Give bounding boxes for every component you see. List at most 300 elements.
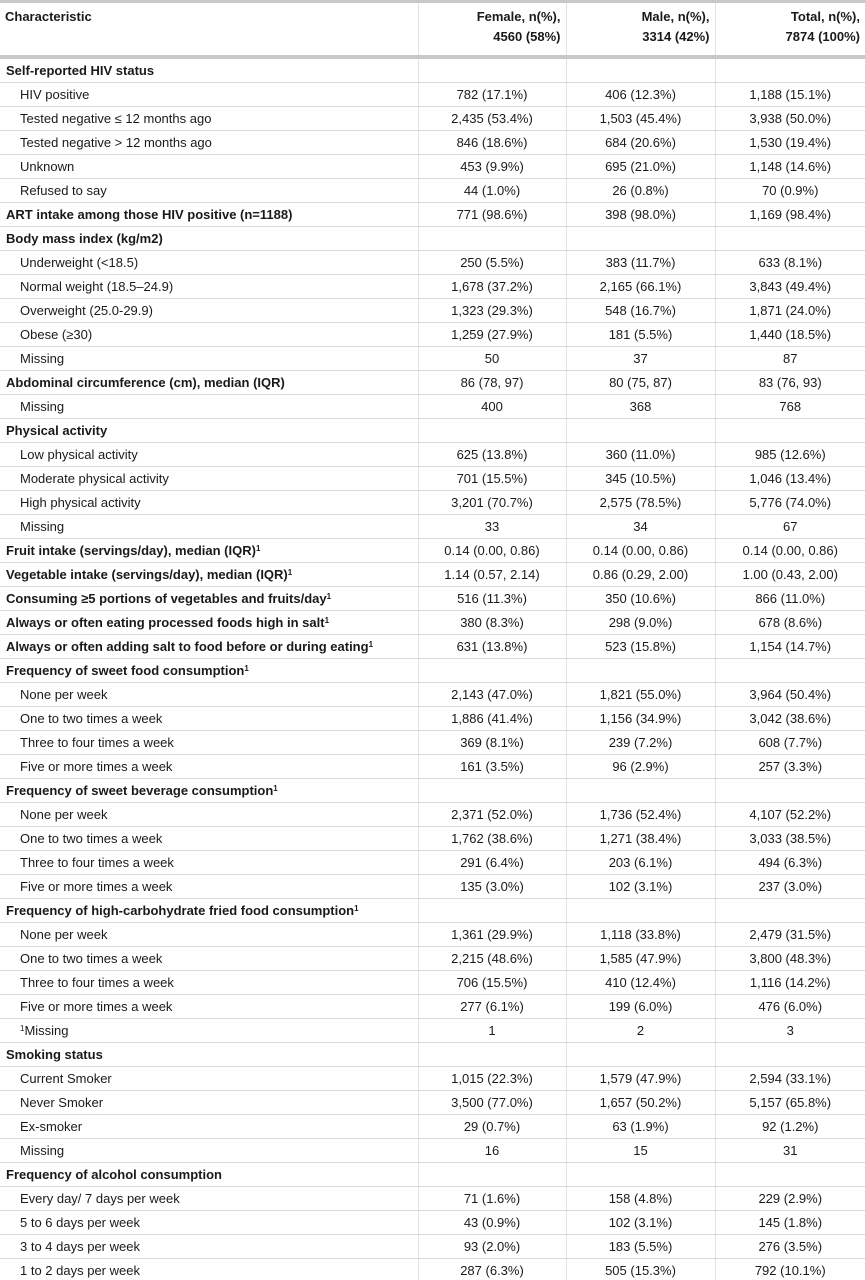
cell-male: 523 (15.8%) (566, 635, 715, 659)
row-label-cell (0, 323, 418, 347)
header-male (566, 2, 715, 58)
cell-female (418, 419, 566, 443)
table-row (0, 395, 865, 419)
row-label: Overweight (25.0-29.9) (20, 303, 153, 318)
row-label: Underweight (<18.5) (20, 255, 139, 270)
table-row (0, 155, 865, 179)
cell-female: 771 (98.6%) (418, 203, 566, 227)
row-label-cell (0, 443, 418, 467)
cell-male: 684 (20.6%) (566, 131, 715, 155)
row-label: Fruit intake (servings/day), median (IQR) (6, 543, 256, 558)
table-row (0, 563, 865, 587)
cell-total: 237 (3.0%) (715, 875, 865, 899)
header-total-line2: 7874 (100%) (785, 29, 860, 44)
cell-total: 2,479 (31.5%) (715, 923, 865, 947)
row-label: 1 to 2 days per week (20, 1263, 140, 1278)
cell-female: 1.14 (0.57, 2.14) (418, 563, 566, 587)
footnote-marker: 1 (354, 904, 359, 913)
row-label-cell (0, 539, 418, 563)
table-row (0, 107, 865, 131)
table-row (0, 227, 865, 251)
cell-female: 625 (13.8%) (418, 443, 566, 467)
cell-female (418, 1163, 566, 1187)
footnote-marker: 1 (324, 616, 330, 625)
row-label-cell (0, 1115, 418, 1139)
cell-male: 102 (3.1%) (566, 1211, 715, 1235)
cell-female: 2,215 (48.6%) (418, 947, 566, 971)
row-label: Obese (≥30) (20, 327, 93, 342)
cell-female: 2,435 (53.4%) (418, 107, 566, 131)
cell-male: 0.86 (0.29, 2.00) (566, 563, 715, 587)
cell-female: 1 (418, 1019, 566, 1043)
cell-total: 768 (715, 395, 865, 419)
cell-female: 1,361 (29.9%) (418, 923, 566, 947)
cell-female: 0.14 (0.00, 0.86) (418, 539, 566, 563)
table-row (0, 635, 865, 659)
cell-total: 1,169 (98.4%) (715, 203, 865, 227)
cell-total: 1,148 (14.6%) (715, 155, 865, 179)
row-label-cell (0, 299, 418, 323)
row-label: Five or more times a week (20, 879, 173, 894)
cell-total: 494 (6.3%) (715, 851, 865, 875)
row-label-cell (0, 83, 418, 107)
cell-male (566, 1163, 715, 1187)
table-row (0, 947, 865, 971)
table-row (0, 707, 865, 731)
table-row (0, 491, 865, 515)
cell-male (566, 1043, 715, 1067)
header-total-line1: Total, n(%), (790, 9, 860, 24)
cell-total: 229 (2.9%) (715, 1187, 865, 1211)
table-row (0, 419, 865, 443)
row-label: Missing (20, 399, 65, 414)
cell-female: 369 (8.1%) (418, 731, 566, 755)
cell-female: 1,762 (38.6%) (418, 827, 566, 851)
cell-male: 2,575 (78.5%) (566, 491, 715, 515)
cell-male: 406 (12.3%) (566, 83, 715, 107)
cell-total: 5,157 (65.8%) (715, 1091, 865, 1115)
row-label-cell (0, 779, 418, 803)
footnote-marker: 1 (287, 568, 293, 577)
cell-male: 548 (16.7%) (566, 299, 715, 323)
row-label-cell (0, 131, 418, 155)
row-label: Normal weight (18.5–24.9) (20, 279, 174, 294)
table-row (0, 467, 865, 491)
row-label: 3 to 4 days per week (20, 1239, 140, 1254)
cell-total: 1.00 (0.43, 2.00) (715, 563, 865, 587)
row-label: Missing (20, 519, 65, 534)
header-male-line1: Male, n(%), (641, 9, 710, 24)
table-row (0, 1067, 865, 1091)
row-label-cell (0, 419, 418, 443)
row-label: None per week (20, 807, 108, 822)
cell-female: 93 (2.0%) (418, 1235, 566, 1259)
row-label: Three to four times a week (20, 855, 174, 870)
table-row (0, 1019, 865, 1043)
table-row (0, 755, 865, 779)
cell-female: 71 (1.6%) (418, 1187, 566, 1211)
cell-male (566, 419, 715, 443)
cell-male: 1,271 (38.4%) (566, 827, 715, 851)
row-label-cell (0, 467, 418, 491)
cell-total: 3,964 (50.4%) (715, 683, 865, 707)
cell-male: 203 (6.1%) (566, 851, 715, 875)
row-label: Refused to say (20, 183, 107, 198)
row-label: Five or more times a week (20, 999, 173, 1014)
table-row (0, 731, 865, 755)
cell-total: 4,107 (52.2%) (715, 803, 865, 827)
row-label: Physical activity (6, 423, 108, 438)
row-label-cell (0, 203, 418, 227)
row-label: One to two times a week (20, 951, 163, 966)
cell-male: 398 (98.0%) (566, 203, 715, 227)
cell-total: 276 (3.5%) (715, 1235, 865, 1259)
table-row (0, 683, 865, 707)
row-label-cell (0, 995, 418, 1019)
row-label-cell (0, 155, 418, 179)
cell-total: 1,188 (15.1%) (715, 83, 865, 107)
cell-male: 2 (566, 1019, 715, 1043)
cell-male: 1,156 (34.9%) (566, 707, 715, 731)
cell-male: 26 (0.8%) (566, 179, 715, 203)
row-label-cell (0, 1139, 418, 1163)
cell-male: 1,736 (52.4%) (566, 803, 715, 827)
row-label-cell (0, 179, 418, 203)
table-row (0, 1091, 865, 1115)
cell-male: 199 (6.0%) (566, 995, 715, 1019)
cell-total: 3,843 (49.4%) (715, 275, 865, 299)
row-label: High physical activity (20, 495, 141, 510)
row-label: ART intake among those HIV positive (n=1188) (6, 207, 293, 222)
cell-male (566, 57, 715, 83)
cell-total (715, 1163, 865, 1187)
table-row (0, 299, 865, 323)
cell-female: 706 (15.5%) (418, 971, 566, 995)
row-label-cell (0, 107, 418, 131)
cell-total: 1,440 (18.5%) (715, 323, 865, 347)
row-label: Five or more times a week (20, 759, 173, 774)
cell-female: 43 (0.9%) (418, 1211, 566, 1235)
row-label: Moderate physical activity (20, 471, 169, 486)
row-label-cell (0, 57, 418, 83)
row-label: None per week (20, 927, 108, 942)
cell-male (566, 227, 715, 251)
row-label-cell (0, 1163, 418, 1187)
row-label-cell (0, 923, 418, 947)
table-row (0, 875, 865, 899)
table-row (0, 371, 865, 395)
row-label: Always or often adding salt to food before or during eating (6, 639, 369, 654)
table-row (0, 899, 865, 923)
table-row (0, 803, 865, 827)
row-label: Smoking status (6, 1047, 103, 1062)
table-row (0, 1211, 865, 1235)
cell-total: 31 (715, 1139, 865, 1163)
cell-female: 1,678 (37.2%) (418, 275, 566, 299)
table-row (0, 251, 865, 275)
row-label-cell (0, 275, 418, 299)
cell-male: 34 (566, 515, 715, 539)
footnote-marker: 1 (20, 1024, 25, 1033)
cell-female: 161 (3.5%) (418, 755, 566, 779)
cell-female: 2,143 (47.0%) (418, 683, 566, 707)
row-label: Frequency of sweet beverage consumption (6, 783, 274, 798)
cell-male: 2,165 (66.1%) (566, 275, 715, 299)
row-label-cell (0, 251, 418, 275)
cell-female: 29 (0.7%) (418, 1115, 566, 1139)
cell-female (418, 1043, 566, 1067)
row-label: Every day/ 7 days per week (20, 1191, 180, 1206)
row-label: Consuming ≥5 portions of vegetables and fruits/day (6, 591, 327, 606)
cell-male: 0.14 (0.00, 0.86) (566, 539, 715, 563)
header-male-line2: 3314 (42%) (642, 29, 710, 44)
cell-total: 92 (1.2%) (715, 1115, 865, 1139)
row-label-cell (0, 851, 418, 875)
row-label: Always or often eating processed foods high in salt (6, 615, 325, 630)
table-row (0, 923, 865, 947)
row-label: Abdominal circumference (cm), median (IQR) (6, 375, 285, 390)
table-row (0, 659, 865, 683)
cell-male: 695 (21.0%) (566, 155, 715, 179)
row-label-cell (0, 827, 418, 851)
row-label: Missing (24, 1023, 69, 1038)
table-row (0, 131, 865, 155)
cell-female: 631 (13.8%) (418, 635, 566, 659)
footnote-marker: 1 (368, 640, 374, 649)
cell-total (715, 419, 865, 443)
row-label-cell (0, 1091, 418, 1115)
row-label: Three to four times a week (20, 975, 174, 990)
cell-male: 63 (1.9%) (566, 1115, 715, 1139)
cell-total: 985 (12.6%) (715, 443, 865, 467)
cell-total: 633 (8.1%) (715, 251, 865, 275)
table-row (0, 851, 865, 875)
cell-female: 291 (6.4%) (418, 851, 566, 875)
table-row (0, 179, 865, 203)
cell-female: 50 (418, 347, 566, 371)
cell-total: 866 (11.0%) (715, 587, 865, 611)
header-characteristic: Characteristic (0, 2, 418, 58)
cell-female: 846 (18.6%) (418, 131, 566, 155)
cell-female: 86 (78, 97) (418, 371, 566, 395)
cell-male (566, 659, 715, 683)
cell-total: 87 (715, 347, 865, 371)
row-label-cell (0, 1211, 418, 1235)
cell-male: 15 (566, 1139, 715, 1163)
cell-male: 183 (5.5%) (566, 1235, 715, 1259)
cell-female: 250 (5.5%) (418, 251, 566, 275)
cell-male: 1,503 (45.4%) (566, 107, 715, 131)
cell-male (566, 899, 715, 923)
cell-female (418, 227, 566, 251)
row-label: Self-reported HIV status (6, 63, 155, 78)
footnote-marker: 1 (273, 784, 278, 793)
row-label-cell (0, 971, 418, 995)
cell-female (418, 899, 566, 923)
cell-total (715, 1043, 865, 1067)
cell-male: 96 (2.9%) (566, 755, 715, 779)
header-total (715, 2, 865, 58)
row-label: Tested negative > 12 months ago (20, 135, 212, 150)
cell-total: 83 (76, 93) (715, 371, 865, 395)
cell-female: 287 (6.3%) (418, 1259, 566, 1280)
cell-total: 1,046 (13.4%) (715, 467, 865, 491)
row-label: Body mass index (kg/m2) (6, 231, 163, 246)
cell-female: 44 (1.0%) (418, 179, 566, 203)
table-row (0, 1259, 865, 1280)
cell-total: 476 (6.0%) (715, 995, 865, 1019)
cell-female: 400 (418, 395, 566, 419)
cell-male: 1,657 (50.2%) (566, 1091, 715, 1115)
cell-total: 1,871 (24.0%) (715, 299, 865, 323)
cell-total: 67 (715, 515, 865, 539)
cell-total: 3,042 (38.6%) (715, 707, 865, 731)
table-body (0, 57, 865, 1280)
cell-female: 2,371 (52.0%) (418, 803, 566, 827)
row-label-cell (0, 1019, 418, 1043)
table-row (0, 995, 865, 1019)
table-row (0, 971, 865, 995)
cell-total: 1,530 (19.4%) (715, 131, 865, 155)
row-label: One to two times a week (20, 831, 163, 846)
row-label-cell (0, 899, 418, 923)
table-row (0, 1235, 865, 1259)
cell-male: 37 (566, 347, 715, 371)
table-row (0, 515, 865, 539)
cell-female: 3,201 (70.7%) (418, 491, 566, 515)
cell-male: 345 (10.5%) (566, 467, 715, 491)
row-label-cell (0, 563, 418, 587)
cell-total (715, 899, 865, 923)
table-row (0, 587, 865, 611)
row-label: Vegetable intake (servings/day), median (IQR) (6, 567, 288, 582)
cell-male: 1,821 (55.0%) (566, 683, 715, 707)
cell-male: 368 (566, 395, 715, 419)
row-label: One to two times a week (20, 711, 163, 726)
cell-female (418, 57, 566, 83)
header-female-line2: 4560 (58%) (493, 29, 561, 44)
cell-female: 1,323 (29.3%) (418, 299, 566, 323)
header-female-line1: Female, n(%), (476, 9, 561, 24)
row-label: Unknown (20, 159, 75, 174)
cell-male: 1,118 (33.8%) (566, 923, 715, 947)
row-label: Low physical activity (20, 447, 138, 462)
row-label-cell (0, 395, 418, 419)
row-label: HIV positive (20, 87, 90, 102)
row-label-cell (0, 587, 418, 611)
row-label-cell (0, 683, 418, 707)
row-label-cell (0, 1259, 418, 1280)
row-label-cell (0, 1067, 418, 1091)
cell-total: 257 (3.3%) (715, 755, 865, 779)
cell-total: 70 (0.9%) (715, 179, 865, 203)
cell-female: 1,015 (22.3%) (418, 1067, 566, 1091)
cell-total: 3,938 (50.0%) (715, 107, 865, 131)
row-label: Missing (20, 1143, 65, 1158)
cell-female: 16 (418, 1139, 566, 1163)
table-row (0, 57, 865, 83)
cell-male: 505 (15.3%) (566, 1259, 715, 1280)
cell-female (418, 779, 566, 803)
table-row (0, 779, 865, 803)
row-label-cell (0, 947, 418, 971)
cell-total: 2,594 (33.1%) (715, 1067, 865, 1091)
cell-male: 102 (3.1%) (566, 875, 715, 899)
row-label: Tested negative ≤ 12 months ago (20, 111, 212, 126)
cell-male: 410 (12.4%) (566, 971, 715, 995)
cell-male: 350 (10.6%) (566, 587, 715, 611)
row-label-cell (0, 611, 418, 635)
table-row (0, 539, 865, 563)
cell-female: 3,500 (77.0%) (418, 1091, 566, 1115)
row-label-cell (0, 515, 418, 539)
row-label-cell (0, 755, 418, 779)
row-label-cell (0, 875, 418, 899)
cell-total: 5,776 (74.0%) (715, 491, 865, 515)
cell-female: 782 (17.1%) (418, 83, 566, 107)
cell-male: 80 (75, 87) (566, 371, 715, 395)
cell-total: 3 (715, 1019, 865, 1043)
row-label: Three to four times a week (20, 735, 174, 750)
cell-total: 1,154 (14.7%) (715, 635, 865, 659)
cell-total: 145 (1.8%) (715, 1211, 865, 1235)
row-label-cell (0, 1187, 418, 1211)
footnote-marker: 1 (244, 664, 249, 673)
row-label: None per week (20, 687, 108, 702)
cell-female: 701 (15.5%) (418, 467, 566, 491)
cell-total: 792 (10.1%) (715, 1259, 865, 1280)
cell-total (715, 779, 865, 803)
cell-female: 516 (11.3%) (418, 587, 566, 611)
cell-female: 380 (8.3%) (418, 611, 566, 635)
cell-male (566, 779, 715, 803)
table-row (0, 1043, 865, 1067)
row-label: Current Smoker (20, 1071, 112, 1086)
cell-male: 360 (11.0%) (566, 443, 715, 467)
cell-male: 383 (11.7%) (566, 251, 715, 275)
row-label-cell (0, 1235, 418, 1259)
row-label-cell (0, 659, 418, 683)
cell-male: 239 (7.2%) (566, 731, 715, 755)
row-label-cell (0, 347, 418, 371)
row-label: 5 to 6 days per week (20, 1215, 140, 1230)
table-row (0, 323, 865, 347)
cell-total: 0.14 (0.00, 0.86) (715, 539, 865, 563)
cell-female: 33 (418, 515, 566, 539)
table-row (0, 203, 865, 227)
cell-total (715, 57, 865, 83)
cell-total: 678 (8.6%) (715, 611, 865, 635)
table-row (0, 1163, 865, 1187)
cell-female: 277 (6.1%) (418, 995, 566, 1019)
row-label-cell (0, 1043, 418, 1067)
header-row (0, 2, 865, 58)
table-row (0, 1187, 865, 1211)
cell-female: 1,886 (41.4%) (418, 707, 566, 731)
row-label-cell (0, 707, 418, 731)
cell-total: 1,116 (14.2%) (715, 971, 865, 995)
table-row (0, 443, 865, 467)
table-row (0, 275, 865, 299)
row-label-cell (0, 371, 418, 395)
row-label: Frequency of sweet food consumption (6, 663, 245, 678)
footnote-marker: 1 (255, 544, 261, 553)
table-header (0, 2, 865, 58)
table-row (0, 83, 865, 107)
cell-male: 158 (4.8%) (566, 1187, 715, 1211)
row-label-cell (0, 635, 418, 659)
cell-female: 1,259 (27.9%) (418, 323, 566, 347)
